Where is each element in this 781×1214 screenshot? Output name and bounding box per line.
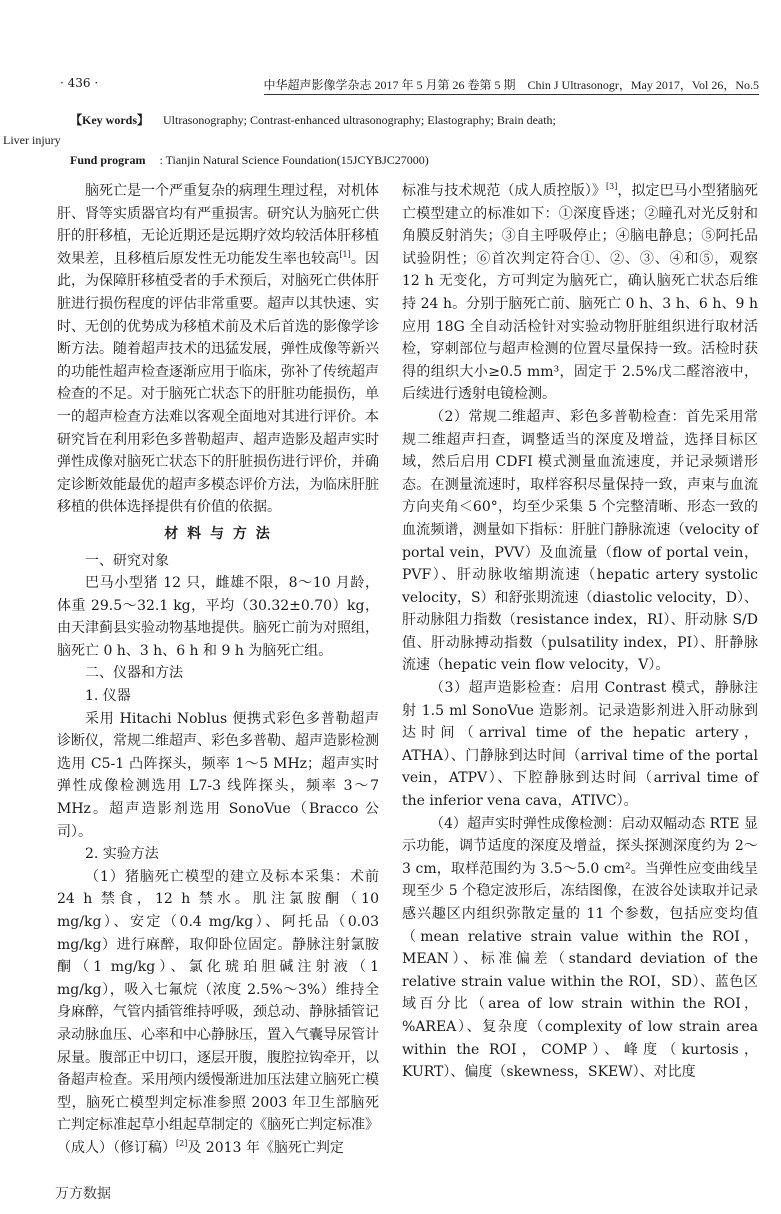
subheading: 一、研究对象 xyxy=(85,552,169,569)
citation: [1] xyxy=(339,249,351,259)
subheading: 2. 实验方法 xyxy=(85,846,159,863)
left-column xyxy=(57,180,379,1204)
fund-text: : Tianjin Natural Science Foundation(15JCYBJC27000) xyxy=(159,153,429,167)
paragraph: 采用 Hitachi Noblus 便携式彩色多普勒超声诊断仪，常规二维超声、彩色多普勒、超声造影检测选用 C5-1 凸阵探头，频率 1～5 MHz；超声实时弹性成像检测选用 L7-3 线阵探头，频率 3～7 MHz。超声造影剂选用 SonoVue（Bracco 公司）。 xyxy=(57,710,379,840)
subheading: 1. 仪器 xyxy=(85,688,131,705)
paragraph: （3）超声造影检查：启用 Contrast 模式，静脉注射 1.5 ml SonoVue 造影剂。记录造影剂进入肝动脉到达时间（arrival time of the hepatic artery，ATHA）、门静脉到达时间（arrival time of the portal vein，ATPV）、下腔静脉到达时间（arrival time of the inferior vena cava，ATIVC）。 xyxy=(402,680,758,810)
text: （1）猪脑死亡模型的建立及标本采集：术前 24 h 禁食，12 h 禁水。肌注氯胺酮（10 mg/kg）、安定（0.4 mg/kg）、阿托品（0.03 mg/kg）进行麻醉，取仰卧位固定。静脉注射氯胺酮（1 mg/kg）、氯化琥珀胆碱注射液（1 mg/kg），吸入七氟烷（浓度 2.5%～3%）维持全身麻醉，气管内插管维持呼吸，颈总动、静脉插管记录动脉血压、心率和中心静脉压，置入气囊导尿管计尿量。腹部正中切口，逐层开腹，腹腔拉钩牵开，以备超声检查。采用颅内缓慢渐进加压法建立脑死亡模型，脑死亡模型判定标准参照 2003 年卫生部脑死亡判定标准起草小组起草制定的《脑死亡判定标准》（成人）（修订稿） xyxy=(57,868,379,1156)
right-column xyxy=(402,180,758,1084)
section-heading: 材 料 与 方 法 xyxy=(164,525,272,542)
paragraph xyxy=(57,866,379,1160)
text: 。因此，为保障肝移植受者的手术预后，对脑死亡供体肝脏进行损伤程度的评估非常重要。超声以其快速、实时、无创的优势成为移植术前及术后首选的影像学诊断方法。随着超声技术的迅猛发展，弹性成像等新兴的功能性超声检查逐渐应用于临床，弥补了传统超声检查的不足。对于脑死亡状态下的肝脏功能损伤，单一的超声检查方法难以客观全面地对其进行评价。本研究旨在利用彩色多普勒超声、超声造影及超声实时弹性成像对脑死亡状态下的肝脏损伤进行评价，并确定诊断效能最优的超声多模态评价方法，为临床肝脏移植的供体选择提供有价值的依据。 xyxy=(57,250,380,516)
text: ，拟定巴马小型猪脑死亡模型建立的标准如下：①深度昏迷；②瞳孔对光反射和角膜反射消失；③自主呼吸停止；④脑电静息；⑤阿托品试验阴性；⑥首次判定符合①、②、③、④和⑤，观察 12 h 无变化，方可判定为脑死亡，确认脑死亡状态后维持 24 h。分别于脑死亡前、脑死亡 0 h、3 h、6 h、9 h 应用 18G 全自动活检针对实验动物肝脏组织进行取材活检，穿刺部位与超声检测的位置尽量保持一致。活检时获得的组织大小≥0.5 mm³，固定于 2.5%戊二醛溶液中，后续进行透射电镜检测。 xyxy=(402,183,759,403)
paragraph xyxy=(402,180,758,406)
paragraph: （4）超声实时弹性成像检测：启动双幅动态 RTE 显示功能，调节适度的深度及增益，探头探测深度约为 2～3 cm，取样范围约为 3.5～5.0 cm²。当弹性应变曲线呈现至少 5 个稳定波形后，冻结图像，在波谷处读取并记录感兴趣区内组织弥散定量的 11 个参数，包括应变均值（mean relative strain value within the ROI，MEAN）、标准偏差（standard deviation of the relative strain value within the ROI，SD）、蓝色区域百分比（area of low strain within the ROI，%AREA）、复杂度（complexity of low strain area within the ROI，COMP）、峰度（kurtosis，KURT）、偏度（skewness，SKEW）、对比度 xyxy=(402,815,758,1081)
keywords-text: Ultrasonography; Contrast-enhanced ultrasonography; Elastography; Brain death; xyxy=(163,113,556,127)
text: 标准与技术规范（成人质控版）》 xyxy=(402,183,606,199)
paragraph: （2）常规二维超声、彩色多普勒检查：首先采用常规二维超声扫查，调整适当的深度及增益，选择目标区域，然后启用 CDFI 模式测量血流速度，并记录频谱形态。在测量流速时，取样容积尽量保持一致，声束与血流方向夹角＜60°，均至少采集 5 个完整清晰、形态一致的血流频谱，测量如下指标：肝脏门静脉流速（velocity of portal vein，PVV）及血流量（flow of portal vein，PVF）、肝动脉收缩期流速（hepatic artery systolic velocity，S）和舒张期流速（diastolic velocity，D）、肝动脉阻力指数（resistance index，RI）、肝动脉 S/D 值、肝动脉搏动指数（pulsatility index，PI）、肝静脉流速（hepatic vein flow velocity，V）。 xyxy=(402,408,758,674)
page-number: · 436 · xyxy=(60,76,99,90)
keywords-label: 【Key words】 xyxy=(70,113,149,127)
fund-label: Fund program xyxy=(70,153,146,167)
text: 脑死亡是一个严重复杂的病理生理过程，对机体肝、肾等实质器官均有严重损害。研究认为脑死亡供肝的肝移植，无论近期还是远期疗效均较活体肝移植效果差，且移植后原发性无功能发生率也较高 xyxy=(57,183,379,267)
text: 及 2013 年《脑死亡判定 xyxy=(187,1139,344,1156)
watermark: 万方数据 xyxy=(55,1185,111,1202)
citation: [2] xyxy=(176,1138,188,1148)
subheading: 二、仪器和方法 xyxy=(85,665,183,682)
keywords-text-cont: Liver injury xyxy=(3,133,61,147)
keywords-block xyxy=(0,110,740,170)
citation: [3] xyxy=(606,182,618,191)
running-header: 中华超声影像学杂志 2017 年 5 月第 26 卷第 5 期 Chin J Ultrasonogr，May 2017，Vol 26，No.5 xyxy=(264,76,759,95)
paragraph: 巴马小型猪 12 只，雌雄不限，8～10 月龄，体重 29.5～32.1 kg，平均（30.32±0.70）kg，由天津蓟县实验动物基地提供。脑死亡前为对照组，脑死亡 0 h、3 h、6 h 和 9 h 为脑死亡组。 xyxy=(57,575,379,659)
intro-paragraph xyxy=(57,180,379,519)
